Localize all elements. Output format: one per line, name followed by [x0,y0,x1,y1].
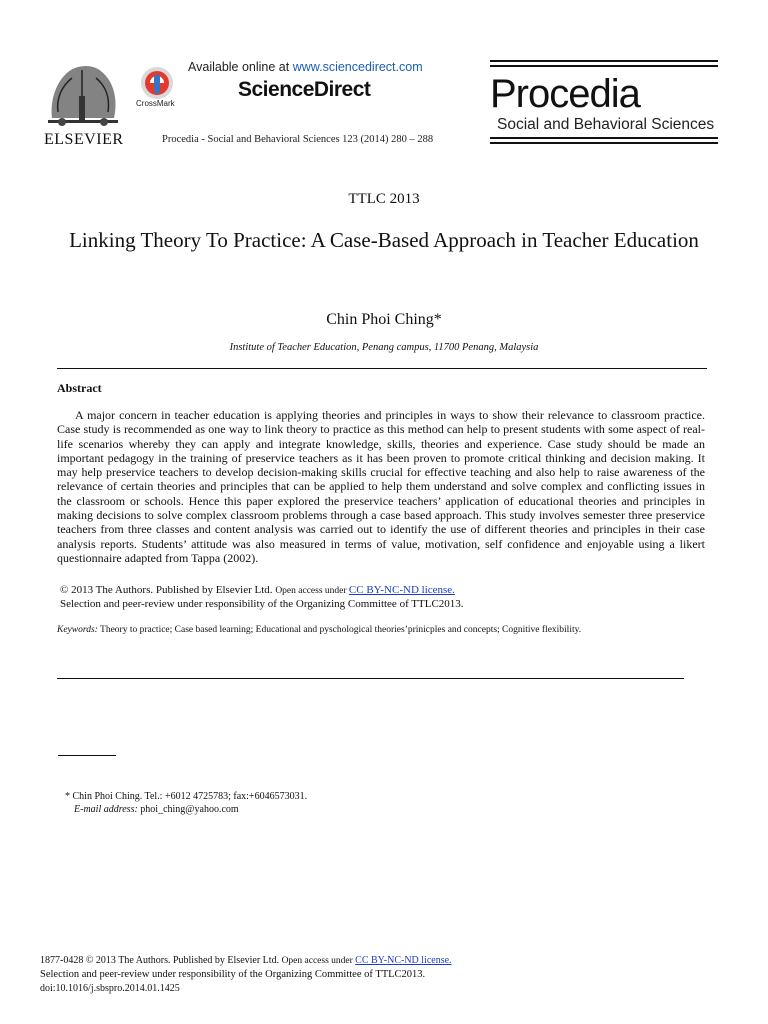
sciencedirect-link[interactable]: www.sciencedirect.com [292,60,423,74]
footer-open-access: Open access under [281,956,356,966]
abstract-bottom-rule [57,678,684,679]
email-label: E-mail address: [74,804,138,815]
license-link[interactable]: CC BY-NC-ND license. [348,584,455,596]
footnote-rule [58,755,116,756]
copyright-text: © 2013 The Authors. Published by Elsevier Ltd. [60,584,273,596]
crossmark-label: CrossMark [136,99,175,108]
keywords-line [57,625,581,635]
keywords-label: Keywords: [57,625,98,635]
available-online-text [188,60,423,74]
keywords-text: Theory to practice; Case based learning; Educational and pyschological theories’prinicples and concepts; Cognitive flexibility. [97,625,582,635]
author-name: Chin Phoi Ching* [326,311,442,328]
email-address[interactable]: phoi_ching@yahoo.com [137,804,239,815]
abstract-top-rule [57,368,707,369]
footer-issn: 1877-0428 © 2013 The Authors. Published by Elsevier Ltd. [40,955,282,966]
sciencedirect-wordmark: ScienceDirect [238,78,371,101]
abstract-body: A major concern in teacher education is applying theories and principles in ways to show their relevance to classroom practice. Case study is recommended as one way to link theory to practice as this method can help to present students with some aspect of real-life scenarios whereby they can apply and integrate knowledge, skills, theories and experience. Case study should be made an important pedagogy in the training of preservice teachers as it has been proven to promote critical thinking and decision making. It may help preservice teachers to develop decision-making skills crucial for effective teaching and also help to raise awareness of the relevance of certain theories and principles that can be applied to help them understand and solve complex and conflicting issues in the classroom or schools. Hence this paper explored the preservice teachers’ application of educational theories and principles in making decisions to solve complex classroom problems through a case based approach. This study involves semester three preservice teachers from three classes and content analysis was carried out to identify the use of different theories and principles in their case analysis reports. Students’ attitude was also measured in terms of value, motivation, self confidence and enjoyable using a likert questionnaire adapted from Tappa (2002). [57,408,705,565]
abstract-heading: Abstract [57,381,102,395]
available-prefix: Available online at [188,60,293,74]
footer-copyright [40,955,452,966]
peer-review-statement: Selection and peer-review under responsibility of the Organizing Committee of TTLC2013. [60,598,464,610]
paper-title: Linking Theory To Practice: A Case-Based Approach in Teacher Education [69,228,699,252]
elsevier-wordmark: ELSEVIER [44,131,124,148]
procedia-top-rules [490,60,718,70]
elsevier-tree-logo [42,60,124,130]
footnote-contact: * Chin Phoi Ching. Tel.: +6012 4725783; fax:+6046573031. [65,791,308,802]
copyright-line [60,584,455,596]
open-access-text: Open access under [275,586,349,596]
footer-doi[interactable]: doi:10.1016/j.sbspro.2014.01.1425 [40,983,180,994]
journal-subtitle: Social and Behavioral Sciences [497,116,715,133]
journal-title: Procedia [490,72,640,116]
footer-license-link[interactable]: CC BY-NC-ND license. [355,955,452,966]
footnote-email [74,804,239,815]
author-affiliation: Institute of Teacher Education, Penang campus, 11700 Penang, Malaysia [229,342,539,353]
procedia-bottom-rules [490,137,718,147]
journal-citation: Procedia - Social and Behavioral Sciences 123 (2014) 280 – 288 [162,134,434,145]
footer-peer-review: Selection and peer-review under responsibility of the Organizing Committee of TTLC2013. [40,969,426,980]
conference-name: TTLC 2013 [348,191,420,207]
